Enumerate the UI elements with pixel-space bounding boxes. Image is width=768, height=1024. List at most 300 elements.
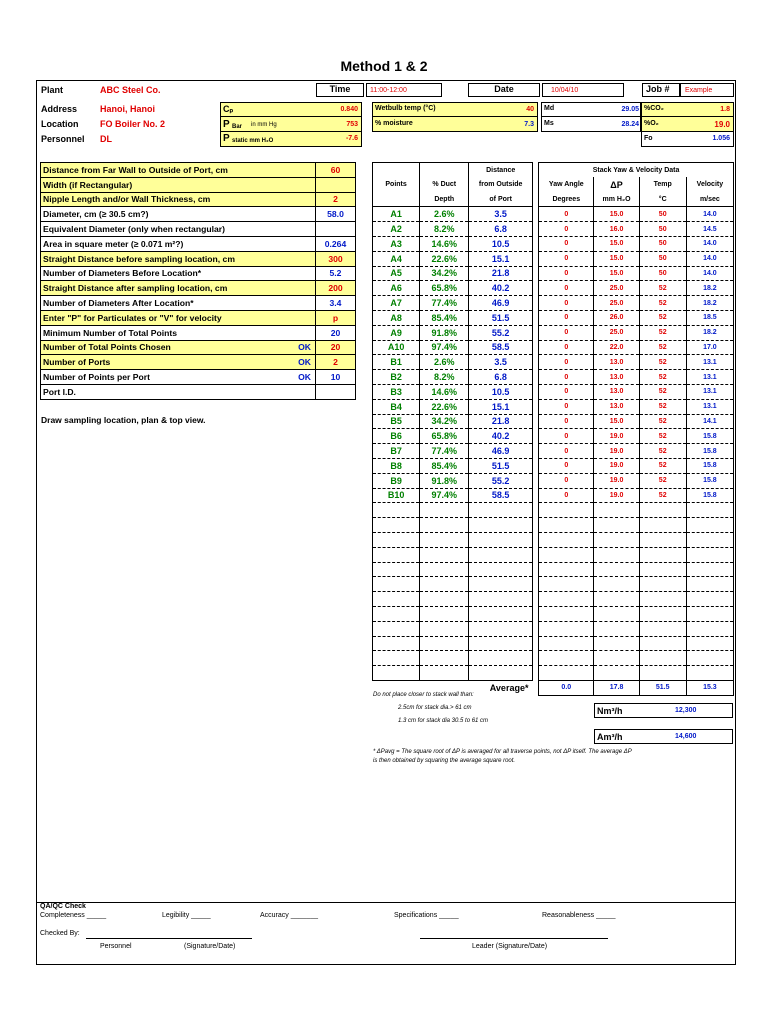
duct-depth-percent: 85.4% (420, 310, 469, 325)
table-row (373, 251, 734, 266)
temperature: 52 (639, 444, 686, 459)
personnel-label: Personnel (41, 134, 85, 144)
moisture-row (373, 117, 537, 132)
velocity: 15.8 (686, 488, 733, 503)
delta-p: 15.0 (594, 251, 639, 266)
point-label (373, 651, 420, 666)
duct-depth-percent: 65.8% (420, 429, 469, 444)
velocity: 18.2 (686, 281, 733, 296)
form-row-label: Minimum Number of Total Points (41, 325, 272, 340)
form-row-label: Number of Diameters After Location* (41, 296, 272, 311)
table-row (373, 429, 734, 444)
delta-p (594, 577, 639, 592)
co2-value: 1.8 (720, 106, 730, 113)
form-row (41, 251, 356, 266)
duct-depth-percent: 97.4% (420, 340, 469, 355)
point-label: B3 (373, 384, 420, 399)
temperature (639, 532, 686, 547)
col-yaw-label-2: Degrees (539, 192, 594, 207)
velocity (686, 651, 733, 666)
duct-depth-percent (420, 621, 469, 636)
velocity: 15.8 (686, 429, 733, 444)
form-row-value: 5.2 (316, 266, 356, 281)
duct-depth-percent (420, 562, 469, 577)
yaw-angle (539, 651, 594, 666)
empty-table-row (373, 606, 734, 621)
duct-depth-percent: 85.4% (420, 458, 469, 473)
point-label (373, 621, 420, 636)
cp-row (221, 102, 361, 117)
yaw-angle: 0 (539, 281, 594, 296)
velocity: 14.5 (686, 222, 733, 237)
ms-value: 28.24 (621, 121, 639, 128)
fo-row (642, 132, 733, 146)
average-label: Average* (373, 680, 533, 695)
job-label: Job # (646, 84, 670, 94)
empty-table-row (373, 518, 734, 533)
temperature (639, 651, 686, 666)
empty-table-row (373, 503, 734, 518)
point-label: A1 (373, 207, 420, 222)
point-label (373, 562, 420, 577)
duct-depth-percent (420, 666, 469, 681)
qa-specifications: Specifications _____ (394, 912, 459, 919)
velocity (686, 518, 733, 533)
velocity (686, 592, 733, 607)
col-duct-header (420, 163, 469, 178)
wetbulb-label: Wetbulb temp (°C) (375, 105, 436, 112)
velocity (686, 562, 733, 577)
delta-p: 15.0 (594, 266, 639, 281)
form-row-ok (272, 207, 316, 222)
ms-row (542, 117, 640, 132)
temperature: 52 (639, 384, 686, 399)
distance-from-port (469, 636, 533, 651)
distance-from-port: 46.9 (469, 444, 533, 459)
duct-depth-percent (420, 532, 469, 547)
duct-depth-percent: 34.2% (420, 414, 469, 429)
distance-from-port (469, 562, 533, 577)
yaw-angle: 0 (539, 488, 594, 503)
velocity: 13.1 (686, 399, 733, 414)
pstatic-label: P (223, 133, 230, 144)
form-row (41, 384, 356, 399)
md-value: 29.05 (621, 106, 639, 113)
temperature: 50 (639, 207, 686, 222)
form-row-ok (272, 177, 316, 192)
delta-p (594, 592, 639, 607)
form-row-ok (272, 163, 316, 178)
distance-from-port: 10.5 (469, 236, 533, 251)
velocity (686, 606, 733, 621)
form-row-ok (272, 310, 316, 325)
point-label (373, 532, 420, 547)
distance-from-port: 6.8 (469, 222, 533, 237)
duct-depth-percent: 34.2% (420, 266, 469, 281)
form-row-ok: OK (272, 340, 316, 355)
duct-depth-percent (420, 636, 469, 651)
temperature: 50 (639, 266, 686, 281)
form-row-value (316, 384, 356, 399)
distance-from-port: 55.2 (469, 473, 533, 488)
empty-table-row (373, 547, 734, 562)
leader-line (420, 938, 608, 939)
temperature: 52 (639, 429, 686, 444)
avg-dp: 17.8 (594, 680, 639, 695)
pstatic-row (221, 132, 361, 146)
col-distance-header-3: of Port (469, 192, 533, 207)
form-row-label: Straight Distance before sampling location, cm (41, 251, 272, 266)
form-row (41, 310, 356, 325)
qa-reasonableness: Reasonableness _____ (542, 912, 616, 919)
yaw-angle: 0 (539, 266, 594, 281)
col-temp-label-1: Temp (639, 177, 686, 192)
spacing-note-2: 2.5cm for stack dia.> 61 cm (398, 705, 472, 711)
yaw-angle (539, 577, 594, 592)
velocity (686, 577, 733, 592)
yaw-angle: 0 (539, 340, 594, 355)
location-label: Location (41, 119, 79, 129)
form-row-value[interactable]: p (316, 310, 356, 325)
distance-from-port: 46.9 (469, 296, 533, 311)
temperature: 52 (639, 296, 686, 311)
distance-from-port (469, 547, 533, 562)
distance-from-port (469, 592, 533, 607)
distance-from-port: 51.5 (469, 458, 533, 473)
distance-from-port: 10.5 (469, 384, 533, 399)
temperature (639, 503, 686, 518)
plant-label: Plant (41, 85, 64, 95)
table-row (373, 340, 734, 355)
empty-table-row (373, 532, 734, 547)
form-row-value (316, 222, 356, 237)
delta-p: 25.0 (594, 296, 639, 311)
point-label: B6 (373, 429, 420, 444)
temperature: 52 (639, 325, 686, 340)
qa-completeness: Completeness _____ (40, 912, 107, 919)
am3-value: 14,600 (675, 733, 697, 740)
time-label: Time (329, 84, 351, 94)
velocity: 14.0 (686, 207, 733, 222)
qa-legibility: Legibility _____ (162, 912, 211, 919)
distance-from-port: 21.8 (469, 266, 533, 281)
temperature: 50 (639, 251, 686, 266)
time-label-box (316, 83, 364, 97)
form-row-label: Number of Points per Port (41, 370, 272, 385)
yaw-angle: 0 (539, 251, 594, 266)
job-label-box (642, 83, 680, 97)
form-row (41, 192, 356, 207)
temperature (639, 562, 686, 577)
velocity: 18.2 (686, 325, 733, 340)
qa-leader: Leader (Signature/Date) (472, 943, 548, 950)
col-distance-header-2: from Outside (469, 177, 533, 192)
yaw-angle (539, 562, 594, 577)
duct-depth-percent: 91.8% (420, 473, 469, 488)
distance-from-port: 51.5 (469, 310, 533, 325)
velocity (686, 503, 733, 518)
form-row-value[interactable]: 60 (316, 163, 356, 178)
delta-p: 22.0 (594, 340, 639, 355)
temperature: 52 (639, 473, 686, 488)
yaw-angle (539, 621, 594, 636)
delta-p: 13.0 (594, 399, 639, 414)
temperature: 52 (639, 340, 686, 355)
velocity: 18.2 (686, 296, 733, 311)
point-label: A3 (373, 236, 420, 251)
qa-signature-date: (Signature/Date) (184, 943, 236, 950)
form-row (41, 281, 356, 296)
table-row (373, 281, 734, 296)
delta-p: 25.0 (594, 325, 639, 340)
avg-velocity: 15.3 (686, 680, 733, 695)
form-row-value: 0.264 (316, 236, 356, 251)
velocity: 15.8 (686, 444, 733, 459)
form-row-value[interactable]: 20 (316, 340, 356, 355)
point-label: B7 (373, 444, 420, 459)
empty-table-row (373, 577, 734, 592)
temperature (639, 666, 686, 681)
velocity: 15.8 (686, 473, 733, 488)
yaw-angle: 0 (539, 370, 594, 385)
cp-label: Cₚ (223, 104, 234, 114)
table-row (373, 236, 734, 251)
temperature: 52 (639, 355, 686, 370)
yaw-angle: 0 (539, 355, 594, 370)
form-row-value[interactable] (316, 177, 356, 192)
pstatic-sub: static mm H₂O (232, 138, 274, 144)
velocity: 13.1 (686, 355, 733, 370)
point-label: B9 (373, 473, 420, 488)
form-row-value[interactable]: 300 (316, 251, 356, 266)
wetbulb-row (373, 102, 537, 117)
pbar-row (221, 117, 361, 132)
form-row-ok (272, 266, 316, 281)
point-label (373, 503, 420, 518)
delta-p (594, 651, 639, 666)
pbar-unit: in mm Hg (251, 122, 277, 128)
form-row-label: Enter "P" for Particulates or "V" for velocity (41, 310, 272, 325)
duct-depth-percent: 91.8% (420, 325, 469, 340)
yaw-angle: 0 (539, 414, 594, 429)
velocity: 14.0 (686, 266, 733, 281)
velocity: 13.1 (686, 370, 733, 385)
col-duct-label-2: Depth (420, 192, 469, 207)
date-value: 10/04/10 (551, 87, 579, 94)
table-row (373, 458, 734, 473)
form-row-ok (272, 296, 316, 311)
wetbulb-value: 40 (526, 106, 534, 113)
temperature (639, 592, 686, 607)
point-label: A6 (373, 281, 420, 296)
table-row (373, 488, 734, 503)
empty-table-row (373, 621, 734, 636)
temperature (639, 547, 686, 562)
form-row-label: Area in square meter (≥ 0.071 m²?) (41, 236, 272, 251)
location-value: FO Boiler No. 2 (100, 119, 166, 129)
point-label (373, 636, 420, 651)
form-row (41, 325, 356, 340)
delta-p: 19.0 (594, 429, 639, 444)
point-label (373, 606, 420, 621)
yaw-angle (539, 606, 594, 621)
form-row-value[interactable]: 2 (316, 192, 356, 207)
velocity: 18.5 (686, 310, 733, 325)
col-dp-label-2: mm H₂O (594, 192, 639, 207)
distance-from-port: 58.5 (469, 488, 533, 503)
distance-from-port: 15.1 (469, 251, 533, 266)
form-row-ok: OK (272, 370, 316, 385)
col-velocity-label-1: Velocity (686, 177, 733, 192)
duct-depth-percent (420, 518, 469, 533)
fo-value: 1.056 (712, 135, 730, 142)
co2-row (642, 103, 733, 117)
delta-p: 19.0 (594, 488, 639, 503)
yaw-velocity-group-header: Stack Yaw & Velocity Data (539, 163, 734, 178)
distance-from-port: 40.2 (469, 429, 533, 444)
duct-depth-percent (420, 547, 469, 562)
table-row (373, 310, 734, 325)
delta-p (594, 532, 639, 547)
yaw-angle (539, 666, 594, 681)
spacing-note-1: Do not place closer to stack wall than: (373, 692, 474, 698)
duct-depth-percent: 97.4% (420, 488, 469, 503)
footnote-line-2: is then obtained by squaring the average square root. (373, 758, 516, 764)
temperature: 52 (639, 458, 686, 473)
personnel-value: DL (100, 134, 112, 144)
form-row-label: Equivalent Diameter (only when rectangular) (41, 222, 272, 237)
temperature: 52 (639, 370, 686, 385)
table-row (373, 325, 734, 340)
yaw-angle: 0 (539, 473, 594, 488)
form-row (41, 222, 356, 237)
ms-label: Ms (544, 120, 554, 127)
duct-depth-percent: 2.6% (420, 207, 469, 222)
moisture-value: 7.3 (524, 121, 534, 128)
form-row-value: 58.0 (316, 207, 356, 222)
md-label: Md (544, 105, 555, 112)
form-row (41, 296, 356, 311)
yaw-angle (539, 532, 594, 547)
delta-p: 15.0 (594, 207, 639, 222)
distance-from-port: 40.2 (469, 281, 533, 296)
footnote-line-1: * ΔPavg = The square root of ΔP is averaged for all traverse points, not ΔP itself. The average ΔP (373, 749, 632, 755)
point-label: A8 (373, 310, 420, 325)
col-distance-header-1: Distance (469, 163, 533, 178)
empty-table-row (373, 651, 734, 666)
temperature: 50 (639, 236, 686, 251)
point-label: B2 (373, 370, 420, 385)
plant-value: ABC Steel Co. (100, 85, 161, 95)
pbar-value: 753 (346, 121, 358, 128)
table-row (373, 370, 734, 385)
form-row-label: Port I.D. (41, 384, 272, 399)
duct-depth-percent: 14.6% (420, 384, 469, 399)
delta-p: 15.0 (594, 414, 639, 429)
yaw-angle (539, 592, 594, 607)
delta-p: 15.0 (594, 236, 639, 251)
qa-accuracy: Accuracy _______ (260, 912, 318, 919)
form-row (41, 340, 356, 355)
draw-note: Draw sampling location, plan & top view. (41, 415, 206, 425)
delta-p: 16.0 (594, 222, 639, 237)
form-row (41, 370, 356, 385)
yaw-angle (539, 503, 594, 518)
point-label: B4 (373, 399, 420, 414)
form-row (41, 207, 356, 222)
distance-from-port (469, 666, 533, 681)
velocity (686, 666, 733, 681)
form-row-ok (272, 222, 316, 237)
form-row-ok (272, 325, 316, 340)
velocity (686, 547, 733, 562)
yaw-angle: 0 (539, 384, 594, 399)
distance-from-port (469, 621, 533, 636)
form-row-ok (272, 192, 316, 207)
spacing-note-3: 1.3 cm for stack dia 30.5 to 61 cm (398, 718, 489, 724)
yaw-angle: 0 (539, 429, 594, 444)
col-yaw-label-1: Yaw Angle (539, 177, 594, 192)
form-row (41, 355, 356, 370)
qa-personnel: Personnel (100, 943, 132, 950)
point-label: B1 (373, 355, 420, 370)
distance-from-port (469, 532, 533, 547)
duct-depth-percent: 2.6% (420, 355, 469, 370)
delta-p: 19.0 (594, 444, 639, 459)
job-value-box (680, 83, 734, 97)
temperature (639, 577, 686, 592)
form-row (41, 266, 356, 281)
delta-p (594, 621, 639, 636)
empty-table-row (373, 592, 734, 607)
form-row-value[interactable]: 2 (316, 355, 356, 370)
yaw-angle (539, 636, 594, 651)
table-row (373, 473, 734, 488)
delta-p (594, 666, 639, 681)
delta-p (594, 562, 639, 577)
form-row-value[interactable]: 200 (316, 281, 356, 296)
traverse-points-table (372, 162, 734, 696)
temperature: 50 (639, 222, 686, 237)
form-row-ok (272, 384, 316, 399)
delta-p: 13.0 (594, 370, 639, 385)
point-label: B8 (373, 458, 420, 473)
delta-p: 13.0 (594, 384, 639, 399)
point-label: A9 (373, 325, 420, 340)
form-row-label: Number of Total Points Chosen (41, 340, 272, 355)
form-row-value: 20 (316, 325, 356, 340)
temperature: 52 (639, 310, 686, 325)
avg-temp: 51.5 (639, 680, 686, 695)
yaw-angle: 0 (539, 458, 594, 473)
duct-depth-percent (420, 503, 469, 518)
form-row (41, 177, 356, 192)
table-row (373, 207, 734, 222)
duct-depth-percent (420, 651, 469, 666)
duct-depth-percent: 8.2% (420, 222, 469, 237)
yaw-angle: 0 (539, 207, 594, 222)
o2-label: %O₂ (644, 120, 659, 127)
table-row (373, 355, 734, 370)
pbar-sub: Bar (232, 124, 243, 130)
col-duct-label-1: % Duct (420, 177, 469, 192)
distance-from-port: 3.5 (469, 207, 533, 222)
point-label (373, 547, 420, 562)
address-value: Hanoi, Hanoi (100, 104, 156, 114)
form-row (41, 236, 356, 251)
pbar-label: P (223, 119, 230, 130)
delta-p (594, 636, 639, 651)
